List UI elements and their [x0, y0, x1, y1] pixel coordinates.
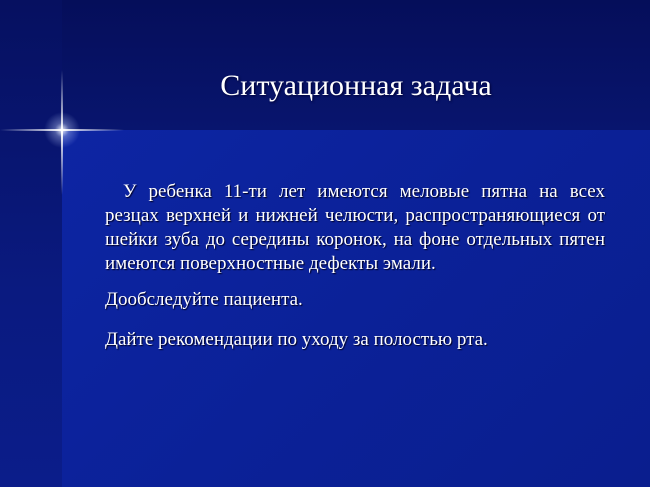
slide-left-band — [0, 0, 62, 487]
slide-content — [105, 180, 605, 352]
slide-title: Ситуационная задача — [220, 69, 492, 102]
task-recommendations: Дайте рекомендации по уходу за полостью рта. — [105, 329, 488, 350]
task-examine: Дообследуйте пациента. — [105, 289, 303, 310]
case-description: У ребенка 11-ти лет имеются меловые пятна на всех резцах верхней и нижней челюсти, распространяющиеся от шейки зуба до середины коронок, на фоне отдельных пятен имеются поверхностные дефекты эмали. — [105, 181, 605, 274]
slide-top-band — [62, 0, 650, 130]
